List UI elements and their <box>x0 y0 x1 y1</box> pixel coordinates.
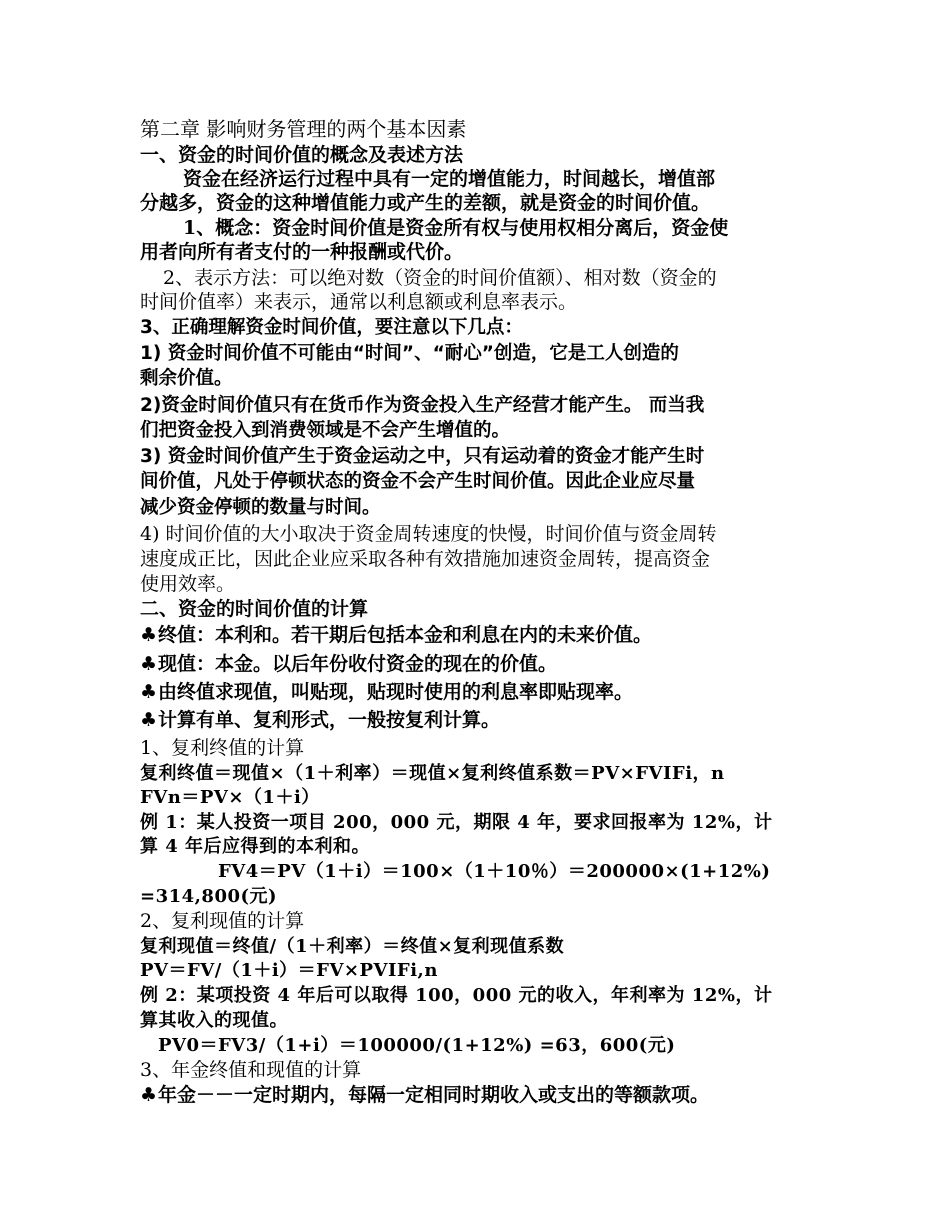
sub-2-formula-line-1: 复利现值＝终值/（1＋利率）＝终值×复利现值系数 <box>140 936 565 957</box>
section-1-heading: 一、资金的时间价值的概念及表述方法 <box>140 144 464 166</box>
bullet-item-2 <box>140 652 557 676</box>
club-icon: ♣ <box>140 624 158 646</box>
point-3-line-2: 间价值，凡处于停顿状态的资金不会产生时间价值。因此企业应尽量 <box>140 471 696 492</box>
intro-line-1: 资金在经济运行过程中具有一定的增值能力，时间越长，增值部 <box>183 168 716 190</box>
point-4-line-2: 速度成正比，因此企业应采取各种有效措施加速资金周转，提高资金 <box>140 548 711 570</box>
sub-3-heading: 3、年金终值和现值的计算 <box>140 1059 362 1081</box>
intro-line-2: 分越多，资金的这种增值能力或产生的差额，就是资金的时间价值。 <box>140 192 711 214</box>
example-2-line-2: 算其收入的现值。 <box>140 1010 288 1031</box>
sub-2-formula-line-2: PV＝FV/（1＋i）＝FV×PVIFi,n <box>140 960 438 981</box>
sub-1-heading: 1、复利终值的计算 <box>140 737 305 759</box>
club-icon: ♣ <box>140 653 158 675</box>
sub-1-formula-line-1: 复利终值＝现值×（1＋利率）＝现值×复利终值系数＝PV×FVIFi，n <box>140 763 725 784</box>
point-4-line-1: 4) 时间价值的大小取决于资金周转速度的快慢，时间价值与资金周转 <box>140 523 717 545</box>
club-icon: ♣ <box>140 1084 158 1106</box>
bullet-text: 终值：本利和。若干期后包括本金和利息在内的未来价值。 <box>158 624 653 646</box>
section-2-heading: 二、资金的时间价值的计算 <box>140 598 369 620</box>
understand-heading: 3、正确理解资金时间价值，要注意以下几点： <box>140 317 523 338</box>
concept-line-1: 1、概念：资金时间价值是资金所有权与使用权相分离后，资金使 <box>183 217 729 239</box>
chapter-title: 第二章 影响财务管理的两个基本因素 <box>140 117 467 141</box>
example-1-calc-line-1: FV4＝PV（1＋i）＝100×（1＋10％）＝200000×(1+12%) <box>218 861 771 882</box>
example-1-line-2: 算 4 年后应得到的本利和。 <box>140 836 371 857</box>
example-2-calc: PV0＝FV3/（1+i）＝100000/(1+12%) =63，600(元) <box>158 1035 676 1056</box>
point-2-line-2: 们把资金投入到消费领域是不会产生增值的。 <box>140 420 511 441</box>
point-4-line-3: 使用效率。 <box>140 573 236 595</box>
bullet-text: 由终值求现值，叫贴现，贴现时使用的利息率即贴现率。 <box>158 681 634 703</box>
bullet-text: 现值：本金。以后年份收付资金的现在的价值。 <box>158 653 558 675</box>
bullet-item-1 <box>140 623 652 647</box>
sub-2-heading: 2、复利现值的计算 <box>140 910 305 932</box>
point-3-line-1: 3) 资金时间价值产生于资金运动之中，只有运动着的资金才能产生时 <box>140 446 705 467</box>
bullet-item-4 <box>140 708 500 732</box>
club-icon: ♣ <box>140 709 158 731</box>
example-1-line-1: 例 1：某人投资一项目 200，000 元，期限 4 年，要求回报率为 12%，计 <box>140 812 773 833</box>
concept-line-2: 用者向所有者支付的一种报酬或代价。 <box>140 241 464 263</box>
point-2-line-1: 2)资金时间价值只有在货币作为资金投入生产经营才能产生。 而当我 <box>140 395 705 416</box>
example-1-calc-line-2: =314,800(元) <box>140 886 278 907</box>
point-1-line-1: 1) 资金时间价值不可能由“时间”、“耐心”创造，它是工人创造的 <box>140 343 679 364</box>
method-line-1: 2、表示方法：可以绝对数（资金的时间价值额）、相对数（资金的 <box>163 267 717 289</box>
sub-1-formula-line-2: FVn＝PV×（1＋i） <box>140 787 320 808</box>
club-icon: ♣ <box>140 681 158 703</box>
point-1-line-2: 剩余价值。 <box>140 368 233 389</box>
point-3-line-3: 减少资金停顿的数量与时间。 <box>140 497 381 518</box>
bullet-text: 年金－－一定时期内，每隔一定相同时期收入或支出的等额款项。 <box>158 1084 710 1106</box>
annuity-bullet <box>140 1083 709 1107</box>
bullet-text: 计算有单、复利形式，一般按复利计算。 <box>158 709 501 731</box>
method-line-2: 时间价值率）来表示，通常以利息额或利息率表示。 <box>140 291 578 313</box>
example-2-line-1: 例 2：某项投资 4 年后可以取得 100，000 元的收入，年利率为 12%，计 <box>140 985 773 1006</box>
bullet-item-3 <box>140 680 633 704</box>
